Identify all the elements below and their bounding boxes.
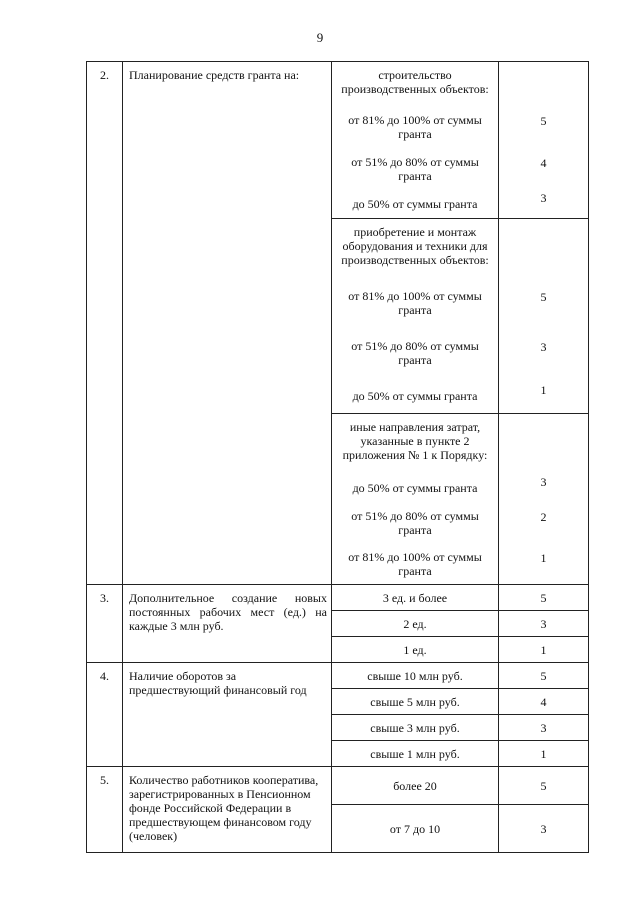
condition-text: 2 ед. [332,611,499,637]
score-value: 4 [499,689,589,715]
condition-text: свыше 1 млн руб. [332,741,499,767]
condition-text: от 51% до 80% от суммы гранта [351,339,479,367]
score-value: 3 [499,805,589,853]
condition-text: свыше 3 млн руб. [332,715,499,741]
condition-text: до 50% от суммы гранта [352,481,478,495]
table-row [87,663,589,689]
table-row [87,62,589,219]
criteria-table [86,61,589,853]
condition-text: 1 ед. [332,637,499,663]
score-group [499,219,589,414]
condition-text: до 50% от суммы гранта [352,197,478,211]
condition-text: до 50% от суммы гранта [352,389,478,403]
condition-text: свыше 5 млн руб. [332,689,499,715]
score-value: 5 [499,585,589,611]
condition-text: свыше 10 млн руб. [332,663,499,689]
score-value: 3 [540,191,547,205]
condition-text: от 81% до 100% от суммы гранта [348,289,482,317]
score-value: 5 [499,767,589,805]
condition-text: более 20 [332,767,499,805]
criterion-text: Дополнительное создание новых постоянных рабочих мест (ед.) на каждые 3 млн руб. [123,585,332,663]
score-value: 1 [499,637,589,663]
condition-text: 3 ед. и более [332,585,499,611]
score-value: 5 [540,114,547,128]
condition-group [332,414,499,585]
table-row [87,767,589,805]
condition-text: от 81% до 100% от суммы гранта [348,550,482,578]
row-number: 4. [87,663,123,767]
group-header: строительство производственных объектов: [341,68,489,96]
score-value: 3 [540,340,547,354]
score-value: 5 [499,663,589,689]
table-row [87,585,589,611]
score-value: 4 [540,156,547,170]
criterion-text: Планирование средств гранта на: [123,62,332,585]
group-header: иные направления затрат, указанные в пункте 2 приложения № 1 к Порядку: [342,420,488,462]
criterion-text: Наличие оборотов за предшествующий финансовый год [123,663,332,767]
score-value: 5 [540,290,547,304]
score-value: 1 [499,741,589,767]
score-group [499,414,589,585]
group-header: приобретение и монтаж оборудования и техники для производственных объектов: [341,225,489,267]
score-group [499,62,589,219]
page-number: 9 [316,30,324,45]
condition-text: от 7 до 10 [332,805,499,853]
condition-group [332,62,499,219]
condition-group [332,219,499,414]
condition-text: от 81% до 100% от суммы гранта [348,113,482,141]
row-number: 5. [87,767,123,853]
row-number: 3. [87,585,123,663]
condition-text: от 51% до 80% от суммы гранта [351,509,479,537]
score-value: 1 [540,383,547,397]
criterion-text: Количество работников кооператива, зарегистрированных в Пенсионном фонде Российской Федерации в предшествующем финансовом году (человек) [123,767,332,853]
score-value: 3 [499,715,589,741]
score-value: 3 [499,611,589,637]
score-value: 2 [540,510,547,524]
score-value: 1 [540,551,547,565]
row-number: 2. [87,62,123,585]
condition-text: от 51% до 80% от суммы гранта [351,155,479,183]
score-value: 3 [540,475,547,489]
